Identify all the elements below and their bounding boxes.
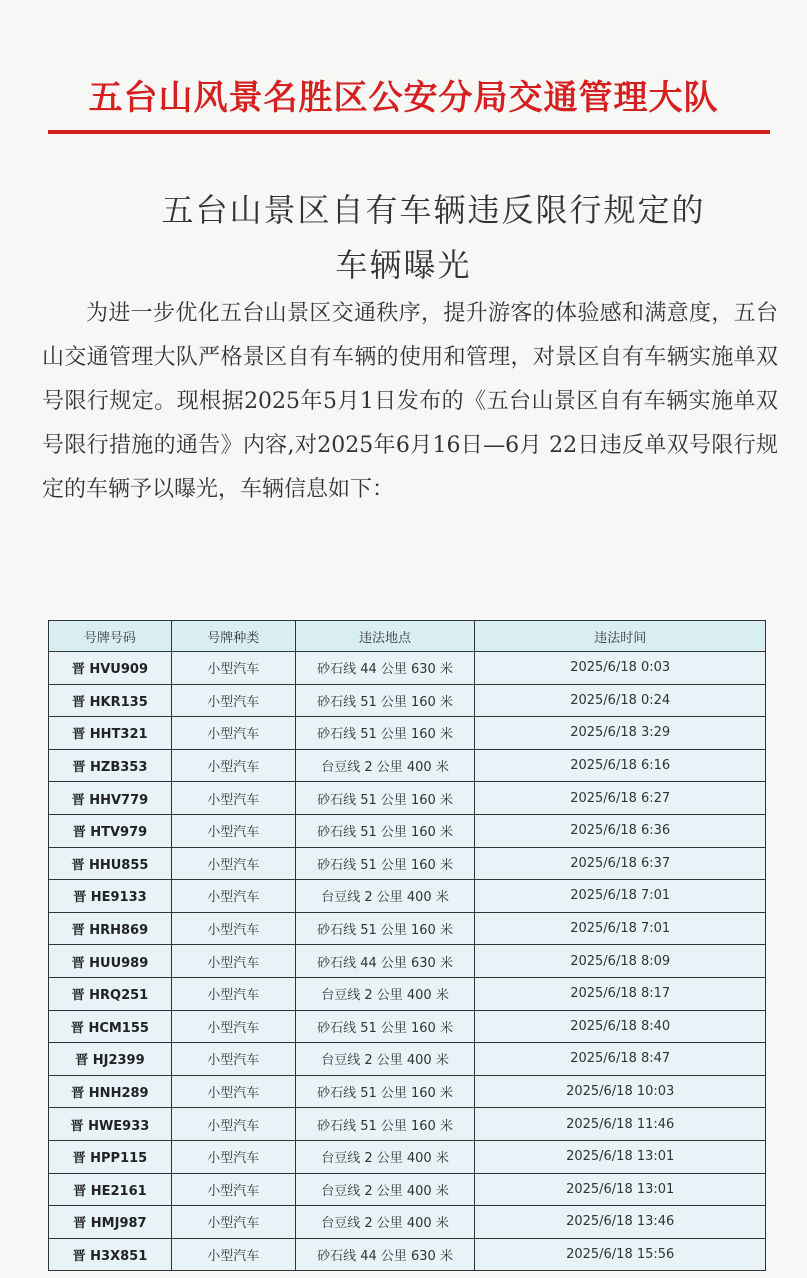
header-plate-number: 号牌号码: [49, 621, 172, 652]
table-row: [49, 847, 766, 880]
red-divider-line: [48, 130, 770, 134]
plate-number-cell: 晋 HE2161: [49, 1173, 172, 1206]
location-cell: 台豆线 2 公里 400 米: [295, 1140, 475, 1173]
location-cell: 砂石线 51 公里 160 米: [295, 847, 475, 880]
plate-type-cell: 小型汽车: [171, 880, 295, 913]
table-header-row: [49, 621, 766, 652]
time-cell: 2025/6/18 8:47: [475, 1043, 766, 1076]
location-cell: 砂石线 44 公里 630 米: [295, 1238, 475, 1271]
time-cell: 2025/6/18 8:09: [475, 945, 766, 978]
table-row: [49, 1206, 766, 1239]
table-row: [49, 1010, 766, 1043]
time-cell: 2025/6/18 7:01: [475, 912, 766, 945]
time-cell: 2025/6/18 6:36: [475, 814, 766, 847]
time-cell: 2025/6/18 15:56: [475, 1238, 766, 1271]
location-cell: 台豆线 2 公里 400 米: [295, 1206, 475, 1239]
plate-type-cell: 小型汽车: [171, 1206, 295, 1239]
plate-number-cell: 晋 HRH869: [49, 912, 172, 945]
header-location: 违法地点: [295, 621, 475, 652]
location-cell: 砂石线 51 公里 160 米: [295, 782, 475, 815]
plate-type-cell: 小型汽车: [171, 814, 295, 847]
issuer-header: 五台山风景名胜区公安分局交通管理大队: [88, 78, 719, 118]
time-cell: 2025/6/18 6:27: [475, 782, 766, 815]
time-cell: 2025/6/18 13:46: [475, 1206, 766, 1239]
location-cell: 砂石线 44 公里 630 米: [295, 945, 475, 978]
plate-number-cell: 晋 HJ2399: [49, 1043, 172, 1076]
plate-number-cell: 晋 HPP115: [49, 1140, 172, 1173]
plate-number-cell: 晋 HMJ987: [49, 1206, 172, 1239]
location-cell: 砂石线 51 公里 160 米: [295, 684, 475, 717]
table-row: [49, 1043, 766, 1076]
time-cell: 2025/6/18 10:03: [475, 1075, 766, 1108]
plate-type-cell: 小型汽车: [171, 1140, 295, 1173]
plate-number-cell: 晋 HZB353: [49, 749, 172, 782]
plate-type-cell: 小型汽车: [171, 977, 295, 1010]
plate-type-cell: 小型汽车: [171, 684, 295, 717]
time-cell: 2025/6/18 8:17: [475, 977, 766, 1010]
location-cell: 台豆线 2 公里 400 米: [295, 880, 475, 913]
plate-number-cell: 晋 HKR135: [49, 684, 172, 717]
location-cell: 砂石线 44 公里 630 米: [295, 652, 475, 685]
document-title-line1: 五台山景区自有车辆违反限行规定的: [161, 191, 706, 229]
table-row: [49, 814, 766, 847]
plate-number-cell: 晋 HHU855: [49, 847, 172, 880]
location-cell: 砂石线 51 公里 160 米: [295, 1075, 475, 1108]
plate-number-cell: 晋 HUU989: [49, 945, 172, 978]
plate-type-cell: 小型汽车: [171, 847, 295, 880]
plate-number-cell: 晋 HVU909: [49, 652, 172, 685]
time-cell: 2025/6/18 6:16: [475, 749, 766, 782]
plate-type-cell: 小型汽车: [171, 782, 295, 815]
plate-number-cell: 晋 HRQ251: [49, 977, 172, 1010]
plate-number-cell: 晋 HWE933: [49, 1108, 172, 1141]
table-row: [49, 1140, 766, 1173]
time-cell: 2025/6/18 6:37: [475, 847, 766, 880]
header-time: 违法时间: [475, 621, 766, 652]
table-row: [49, 977, 766, 1010]
location-cell: 台豆线 2 公里 400 米: [295, 977, 475, 1010]
plate-type-cell: 小型汽车: [171, 1010, 295, 1043]
plate-type-cell: 小型汽车: [171, 749, 295, 782]
plate-number-cell: 晋 HTV979: [49, 814, 172, 847]
plate-type-cell: 小型汽车: [171, 717, 295, 750]
location-cell: 砂石线 51 公里 160 米: [295, 717, 475, 750]
plate-type-cell: 小型汽车: [171, 1075, 295, 1108]
table-row: [49, 749, 766, 782]
location-cell: 台豆线 2 公里 400 米: [295, 1173, 475, 1206]
plate-number-cell: 晋 HCM155: [49, 1010, 172, 1043]
location-cell: 砂石线 51 公里 160 米: [295, 1010, 475, 1043]
time-cell: 2025/6/18 13:01: [475, 1140, 766, 1173]
location-cell: 台豆线 2 公里 400 米: [295, 749, 475, 782]
plate-type-cell: 小型汽车: [171, 1238, 295, 1271]
table-row: [49, 945, 766, 978]
time-cell: 2025/6/18 7:01: [475, 880, 766, 913]
time-cell: 2025/6/18 8:40: [475, 1010, 766, 1043]
plate-type-cell: 小型汽车: [171, 1043, 295, 1076]
table-row: [49, 1173, 766, 1206]
time-cell: 2025/6/18 3:29: [475, 717, 766, 750]
plate-number-cell: 晋 HHV779: [49, 782, 172, 815]
location-cell: 砂石线 51 公里 160 米: [295, 1108, 475, 1141]
plate-type-cell: 小型汽车: [171, 945, 295, 978]
time-cell: 2025/6/18 13:01: [475, 1173, 766, 1206]
plate-number-cell: 晋 HNH289: [49, 1075, 172, 1108]
document-title-line2: 车辆曝光: [335, 246, 472, 284]
plate-number-cell: 晋 H3X851: [49, 1238, 172, 1271]
table-row: [49, 912, 766, 945]
time-cell: 2025/6/18 0:24: [475, 684, 766, 717]
table-row: [49, 717, 766, 750]
plate-type-cell: 小型汽车: [171, 1173, 295, 1206]
plate-type-cell: 小型汽车: [171, 912, 295, 945]
table-row: [49, 1238, 766, 1271]
time-cell: 2025/6/18 11:46: [475, 1108, 766, 1141]
plate-type-cell: 小型汽车: [171, 652, 295, 685]
location-cell: 砂石线 51 公里 160 米: [295, 912, 475, 945]
table-row: [49, 880, 766, 913]
location-cell: 台豆线 2 公里 400 米: [295, 1043, 475, 1076]
plate-number-cell: 晋 HHT321: [49, 717, 172, 750]
violation-table: [48, 620, 766, 1271]
header-plate-type: 号牌种类: [171, 621, 295, 652]
table-row: [49, 684, 766, 717]
table-row: [49, 652, 766, 685]
plate-number-cell: 晋 HE9133: [49, 880, 172, 913]
table-row: [49, 1108, 766, 1141]
plate-type-cell: 小型汽车: [171, 1108, 295, 1141]
location-cell: 砂石线 51 公里 160 米: [295, 814, 475, 847]
table-row: [49, 782, 766, 815]
time-cell: 2025/6/18 0:03: [475, 652, 766, 685]
table-row: [49, 1075, 766, 1108]
notice-paragraph: 为进一步优化五台山景区交通秩序，提升游客的体验感和满意度，五台山交通管理大队严格景区自有车辆的使用和管理，对景区自有车辆实施单双号限行规定。现根据2025年5月1日发布的《五台山景区自有车辆实施单双号限行措施的通告》内容,对2025年6月16日—6月 22日违反单双号限行规定的车辆予以曝光，车辆信息如下：: [42, 301, 778, 502]
